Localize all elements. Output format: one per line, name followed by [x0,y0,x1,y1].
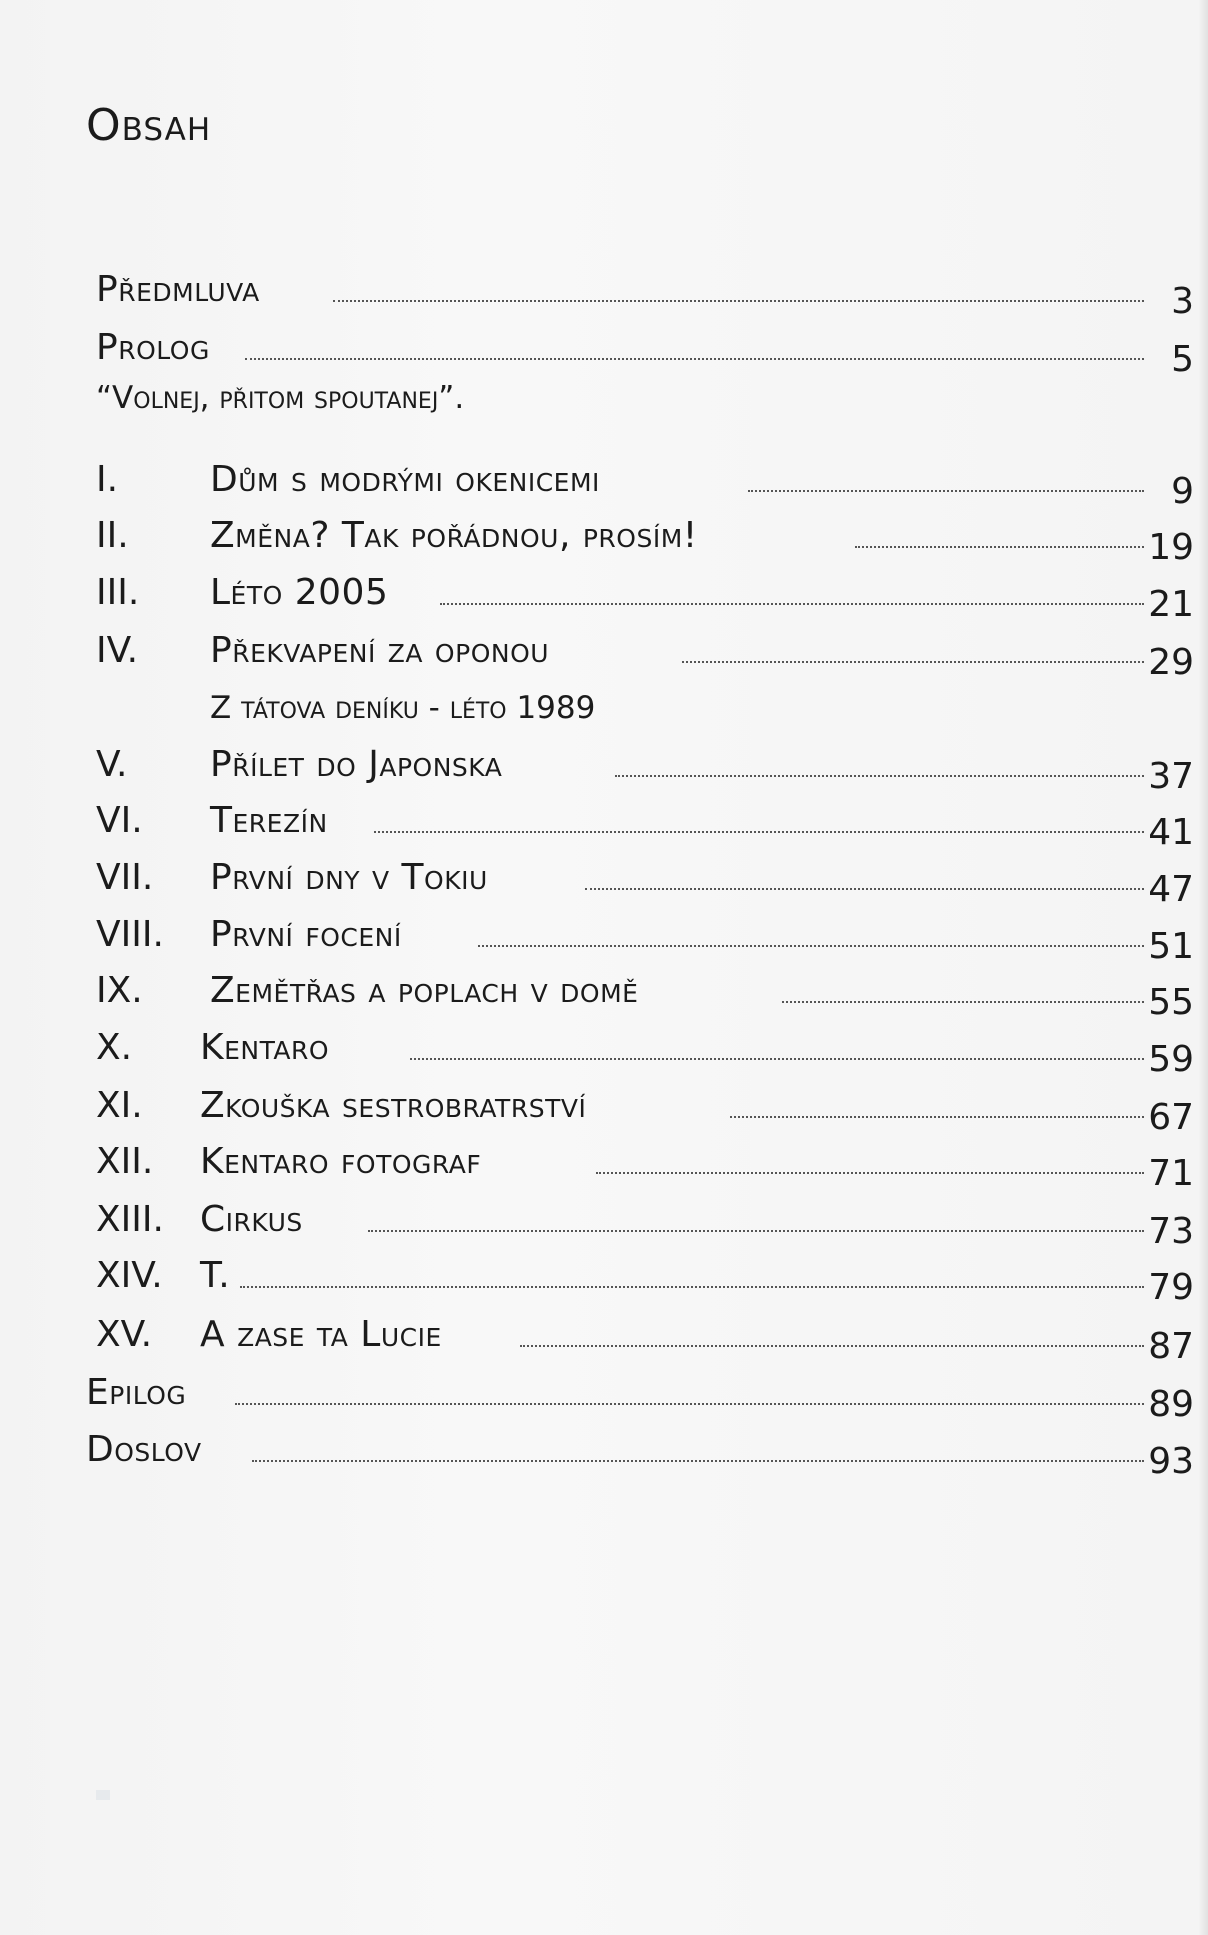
toc-page-number: 71 [1148,1153,1194,1194]
toc-row-chapter-2 [0,496,1208,568]
toc-page-number: 3 [1171,281,1194,322]
chapter-number: IX. [96,970,143,1011]
toc-entry-label: Překvapení za oponou [210,630,550,671]
toc-page-number: 55 [1148,982,1194,1023]
chapter-number: XV. [96,1314,153,1355]
toc-entry-label: T. [200,1255,231,1296]
toc-page-number: 67 [1148,1097,1194,1138]
toc-entry-label: Cirkus [200,1199,303,1240]
chapter-number: VII. [96,857,154,898]
toc-row-chapter-5 [0,725,1208,797]
toc-page-number: 29 [1148,642,1194,683]
toc-entry-label: Zemětřas a poplach v domě [210,970,639,1011]
toc-row-chapter-9 [0,951,1208,1023]
dot-leader [682,661,1144,663]
chapter-number: II. [96,515,129,556]
dot-leader [520,1345,1144,1347]
toc-entry-label: Epilog [86,1372,187,1413]
chapter-number: IV. [96,630,139,671]
toc-entry-label: Kentaro [200,1027,330,1068]
toc-page-number: 79 [1148,1267,1194,1308]
toc-page-number: 5 [1171,339,1194,380]
toc-row-prolog [0,308,1208,380]
toc-page-number: 51 [1148,926,1194,967]
dot-leader [585,888,1144,890]
dot-leader [730,1116,1144,1118]
toc-page-number: 21 [1148,584,1194,625]
dot-leader [748,490,1144,492]
chapter-number: XIII. [96,1199,164,1240]
toc-row-chapter-6 [0,781,1208,853]
chapter-number: XII. [96,1141,154,1182]
toc-row-chapter-12 [0,1122,1208,1194]
dot-leader [368,1230,1144,1232]
chapter-number: VI. [96,800,143,841]
chapter-number: III. [96,572,140,613]
toc-page-number: 89 [1148,1384,1194,1425]
toc-entry-label: Kentaro fotograf [200,1141,482,1182]
toc-page-number: 9 [1171,471,1194,512]
toc-entry-label: Doslov [86,1429,202,1470]
toc-page-number: 87 [1148,1326,1194,1367]
page-corner-mark [96,1790,110,1800]
toc-row-predmluva [0,250,1208,322]
dot-leader [374,831,1144,833]
toc-row-epilog [0,1353,1208,1425]
chapter-number: I. [96,459,119,500]
dot-leader [855,546,1144,548]
dot-leader [782,1001,1144,1003]
toc-entry-label: Dům s modrými okenicemi [210,459,600,500]
dot-leader [615,775,1144,777]
toc-entry-label: Zkouška sestrobratrství [200,1085,587,1126]
toc-section-note: “Volnej, přitom spoutanej”. [96,380,465,416]
toc-page-number: 59 [1148,1039,1194,1080]
chapter-number: XIV. [96,1255,163,1296]
toc-row-chapter-1 [0,440,1208,512]
dot-leader [245,358,1144,360]
toc-page-number: 73 [1148,1211,1194,1252]
toc-page-number: 41 [1148,812,1194,853]
toc-section-note: Z tátova deníku - léto 1989 [210,690,596,726]
toc-row-chapter-8 [0,895,1208,967]
toc-entry-label: První focení [210,914,402,955]
dot-leader [410,1058,1144,1060]
dot-leader [478,945,1144,947]
dot-leader [240,1286,1144,1288]
chapter-number: VIII. [96,914,164,955]
toc-entry-label: Prolog [96,327,210,368]
toc-entry-label: Změna? Tak pořádnou, prosím! [210,515,698,556]
toc-entry-label: Terezín [210,800,328,841]
chapter-number: X. [96,1027,133,1068]
dot-leader [252,1460,1144,1462]
toc-page-number: 37 [1148,756,1194,797]
dot-leader [440,603,1144,605]
chapter-number: XI. [96,1085,143,1126]
chapter-number: V. [96,744,128,785]
toc-heading: Obsah [86,100,212,151]
toc-row-doslov [0,1410,1208,1482]
dot-leader [596,1172,1144,1174]
toc-row-chapter-4 [0,611,1208,683]
toc-page-number: 47 [1148,869,1194,910]
dot-leader [235,1403,1144,1405]
toc-page-number: 93 [1148,1441,1194,1482]
dot-leader [333,300,1144,302]
toc-page-number: 19 [1148,527,1194,568]
toc-row-chapter-3 [0,553,1208,625]
toc-entry-label: Přílet do Japonska [210,744,503,785]
toc-entry-label: První dny v Tokiu [210,857,488,898]
toc-row-chapter-10 [0,1008,1208,1080]
toc-row-chapter-15 [0,1295,1208,1367]
toc-row-chapter-14 [0,1236,1208,1308]
toc-row-chapter-7 [0,838,1208,910]
toc-row-chapter-11 [0,1066,1208,1138]
toc-entry-label: Předmluva [96,269,260,310]
toc-row-chapter-13 [0,1180,1208,1252]
toc-entry-label: A zase ta Lucie [200,1314,442,1355]
toc-entry-label: Léto 2005 [210,572,389,613]
